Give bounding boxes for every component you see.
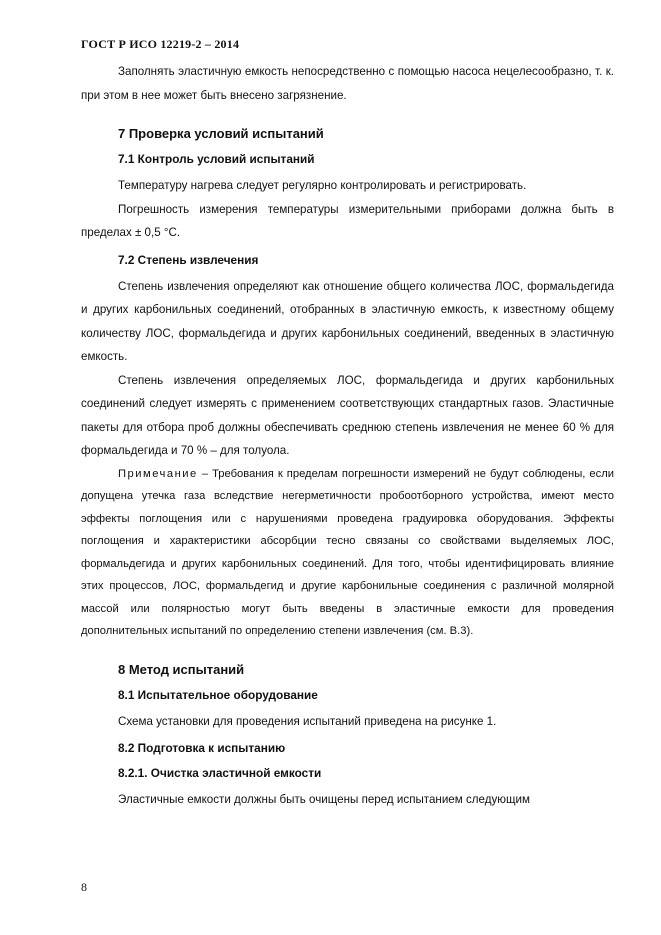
section-8-1-heading: 8.1 Испытательное оборудование [118,687,318,702]
section-8-2-1-heading: 8.2.1. Очистка эластичной емкости [118,766,322,780]
section-8-2-1-paragraph: Эластичные емкости должны быть очищены перед испытанием следующим [118,793,530,806]
page-content [81,60,614,812]
section-7-1-heading: 7.1 Контроль условий испытаний [118,152,315,166]
note-label: Примечание [118,467,198,480]
page-number: 8 [81,880,87,894]
note-text: – Требования к пределам погрешности измерений не будут соблюдены, если допущена утечка газа вследствие негерметичности пробоотборного устройства, имеют место эффекты поглощения или с нарушениями проведена градуировка оборудования. Эффекты поглощения и характеристики абсорбции тесно связаны со свойствами выделяемых ЛОС, формальдегида и других карбонильных соединений. Для того, чтобы идентифицировать влияние этих процессов, ЛОС, формальдегид и другие карбонильные соединения с различной молярной массой или полярностью могут быть введены в эластичные емкости для проведения дополнительных испытаний по определению степени извлечения (см. В.3). [81,467,614,637]
intro-paragraph: Заполнять эластичную емкость непосредственно с помощью насоса нецелесообразно, т. к. при этом в нее может быть внесено загрязнение. [81,65,614,102]
section-8-heading: 8 Метод испытаний [118,661,245,677]
section-7-2-heading: 7.2 Степень извлечения [118,252,259,267]
section-8-2-heading: 8.2 Подготовка к испытанию [118,741,286,755]
section-8-1-paragraph: Схема установки для проведения испытаний приведена на рисунке 1. [118,714,497,728]
section-7-2-paragraph-2: Степень извлечения определяемых ЛОС, формальдегида и других карбонильных соединений следует измерять с применением соответствующих стандартных газов. Эластичные пакеты для отбора проб должны обеспечивать среднюю степень извлечения не менее 60 % для формальдегида и 70 % – для толуола. [81,373,614,457]
section-7-1-paragraph-1: Температуру нагрева следует регулярно контролировать и регистрировать. [118,179,527,192]
note-paragraph [81,463,614,643]
section-7-2-paragraph-1: Степень извлечения определяют как отношение общего количества ЛОС, формальдегида и других карбонильных соединений, отобранных в эластичную емкость, к известному общему количеству ЛОС, формальдегида и других карбонильных соединений, введенных в эластичную емкость. [81,279,614,363]
standard-header: ГОСТ Р ИСО 12219-2 – 2014 [81,37,240,51]
section-7-heading: 7 Проверка условий испытаний [118,126,324,141]
section-7-1-paragraph-2: Погрешность измерения температуры измерительными приборами должна быть в пределах ± 0,5 °С. [81,202,614,239]
